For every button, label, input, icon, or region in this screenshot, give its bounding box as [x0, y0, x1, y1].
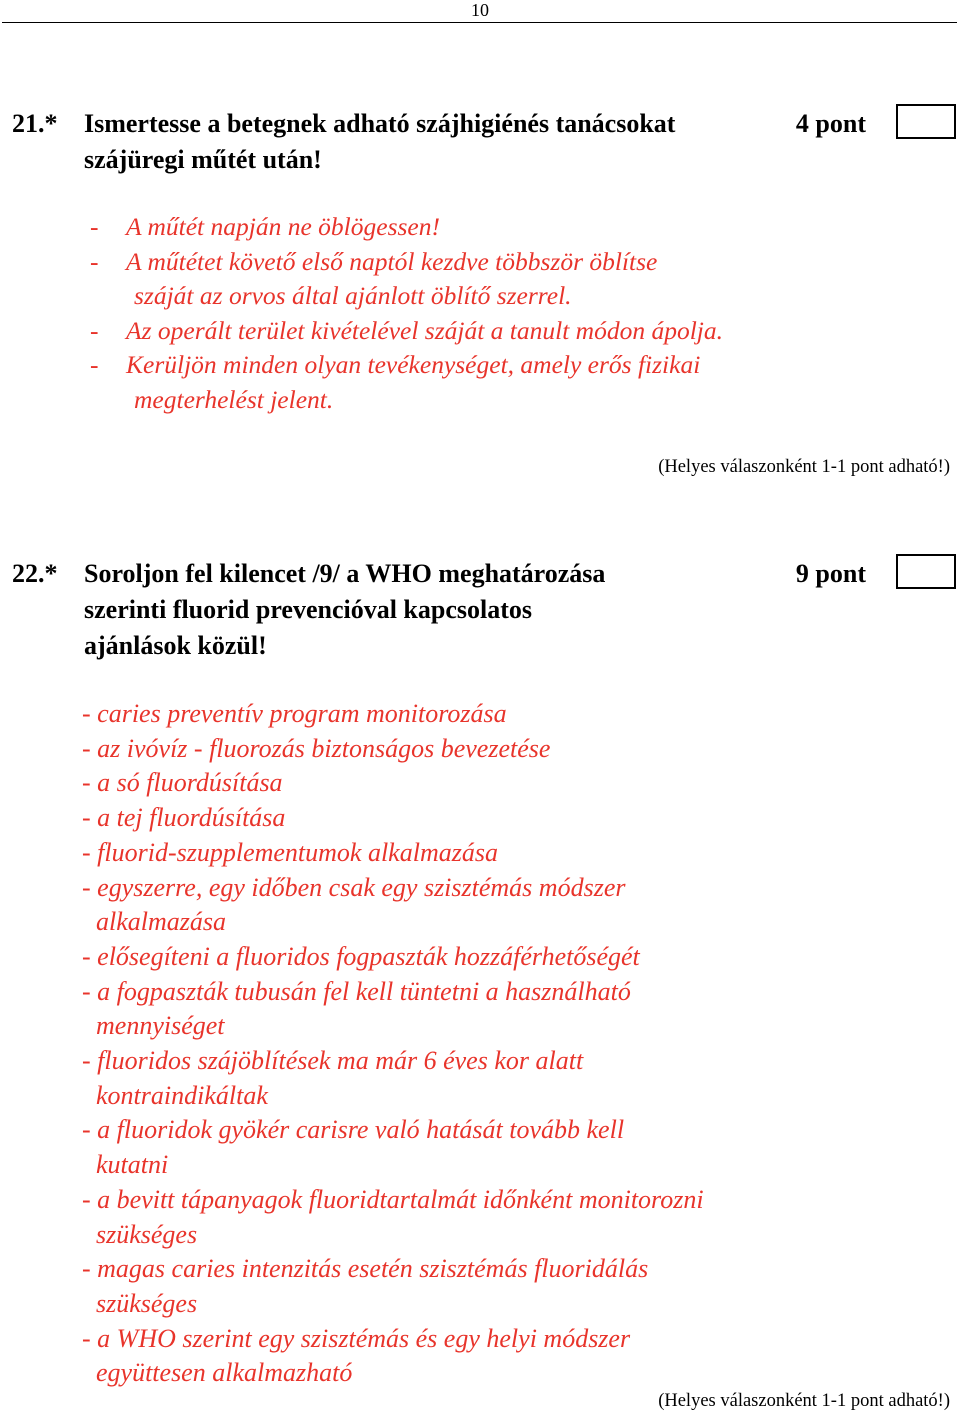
question-21-points: 4 pont — [795, 109, 866, 138]
answer-line: alkalmazása — [96, 907, 226, 937]
answer-line: - fluorid-szupplementumok alkalmazása — [82, 837, 498, 867]
answer-line: - a fogpaszták tubusán fel kell tüntetni a használható — [82, 976, 631, 1006]
question-22-title-line1: Soroljon fel kilencet /9/ a WHO meghatározása — [84, 559, 606, 588]
answer-line: - a fluoridok gyökér carisre való hatását tovább kell — [82, 1115, 625, 1145]
question-22-number: 22.* — [12, 559, 58, 588]
answer-line: megterhelést jelent. — [134, 384, 334, 414]
question-22-points: 9 pont — [795, 559, 866, 588]
answer-line: mennyiséget — [96, 1011, 225, 1041]
header-rule — [2, 22, 957, 23]
question-22-scoring-note: (Helyes válaszonként 1-1 pont adható!) — [658, 1391, 950, 1411]
answer-line: kutatni — [96, 1150, 169, 1180]
answer-line: száját az orvos által ajánlott öblítő szerrel. — [134, 281, 572, 310]
question-21-answers — [90, 210, 723, 417]
question-21-score-box[interactable] — [896, 104, 956, 139]
answer-line: - a só fluordúsítása — [82, 768, 283, 798]
question-22-answers — [82, 697, 704, 1391]
question-22-title-line3: ajánlások közül! — [84, 631, 267, 660]
answer-line: - A műtétet követő első naptól kezdve többször öblítse — [90, 246, 658, 276]
question-21-title-line1: Ismertesse a betegnek adható szájhigiénés tanácsokat — [84, 109, 676, 138]
answer-line: - magas caries intenzitás esetén szisztémás fluoridálás — [82, 1254, 649, 1284]
answer-line: - elősegíteni a fluoridos fogpaszták hozzáférhetőségét — [82, 941, 640, 971]
answer-line: együttesen alkalmazható — [96, 1358, 353, 1388]
question-21-number: 21.* — [12, 109, 58, 138]
question-21-scoring-note: (Helyes válaszonként 1-1 pont adható!) — [658, 457, 950, 477]
answer-line: - a tej fluordúsítása — [82, 803, 286, 833]
answer-line: szükséges — [96, 1219, 198, 1249]
answer-line: - Az operált terület kivételével száját a tanult módon ápolja. — [90, 315, 724, 345]
answer-line: - fluoridos szájöblítések ma már 6 éves kor alatt — [82, 1046, 584, 1076]
answer-line: kontraindikáltak — [96, 1080, 268, 1110]
question-21-title-line2: szájüregi műtét után! — [84, 145, 322, 174]
answer-line: - Kerüljön minden olyan tevékenységet, amely erős fizikai — [90, 350, 701, 379]
answer-line: - A műtét napján ne öblögessen! — [90, 212, 440, 241]
answer-line: - a WHO szerint egy szisztémás és egy helyi módszer — [82, 1323, 631, 1353]
answer-line: - a bevitt tápanyagok fluoridtartalmát időnként monitorozni — [82, 1184, 704, 1214]
page-number: 10 — [471, 0, 489, 20]
answer-line: - caries preventív program monitorozása — [82, 699, 507, 728]
answer-line: szükséges — [96, 1288, 198, 1318]
answer-line: - az ivóvíz - fluorozás biztonságos bevezetése — [82, 733, 551, 763]
answer-line: - egyszerre, egy időben csak egy szisztémás módszer — [82, 872, 626, 902]
question-22-score-box[interactable] — [896, 554, 956, 589]
question-22-title-line2: szerinti fluorid prevencióval kapcsolatos — [84, 595, 533, 624]
